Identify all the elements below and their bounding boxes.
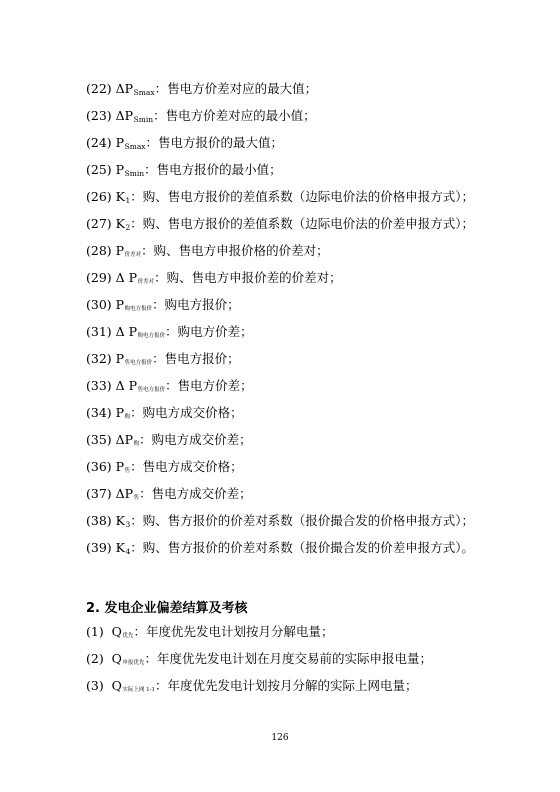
list-item: (28) $P_{价差对}$：购、售电方申报价格的价差对；: [86, 243, 329, 258]
list-item: (37) $\Delta P_售$：售电方成交价差；: [86, 486, 252, 501]
list-item: (1) $Q_{优先}$：年度优先发电计划按月分解电量；: [86, 624, 334, 639]
page-number: 126: [271, 733, 289, 743]
list-item: (22) $\Delta P_{Smax}$：售电方价差对应的最大值；: [86, 81, 318, 97]
list-item: (32) $P_{售电方报价}$：售电方报价；: [86, 351, 240, 366]
list-item: (2) $Q_{申报优先}$：年度优先发电计划在月度交易前的实际申报电量；: [86, 651, 432, 666]
section-heading: 2. 发电企业偏差结算及考核: [86, 601, 248, 616]
list-item: (27) $K_2$：购、售电方报价的差值系数（边际电价法的价差申报方式）；: [86, 216, 475, 232]
list-item: (26) $K_1$：购、售电方报价的差值系数（边际电价法的价格申报方式）；: [86, 189, 475, 205]
list-item: (31) Δ $P_{购电方报价}$：购电方价差；: [86, 324, 253, 339]
list-item: (35) $\Delta P_购$：购电方成交价差；: [86, 432, 252, 447]
list-item: (30) $P_{购电方报价}$：购电方报价；: [86, 297, 240, 312]
list-item: (36) $P_售$：售电方成交价格；: [86, 459, 243, 474]
list-item: (33) Δ $P_{售电方报价}$：售电方价差；: [86, 378, 253, 393]
list-item: (3) $Q_{实际上网 1-1}$：年度优先发电计划按月分解的实际上网电量；: [86, 678, 418, 693]
list-item: (25) $P_{Smin}$：售电方报价的最小值；: [86, 162, 282, 178]
list-item: (23) $\Delta P_{Smin}$：售电方价差对应的最小值；: [86, 108, 316, 124]
list-item: (29) Δ $P_{价差对}$：购、售电方申报价差的价差对；: [86, 270, 342, 285]
list-item: (24) $P_{Smax}$：售电方报价的最大值；: [86, 135, 284, 151]
list-item: (34) $P_购$：购电方成交价格；: [86, 405, 243, 420]
list-item: (38) $K_3$：购、售方报价的价差对系数（报价撮合发的价格申报方式）；: [86, 513, 475, 529]
list-item: (39) $K_4$：购、售方报价的价差对系数（报价撮合发的价差申报方式）。: [86, 540, 475, 556]
